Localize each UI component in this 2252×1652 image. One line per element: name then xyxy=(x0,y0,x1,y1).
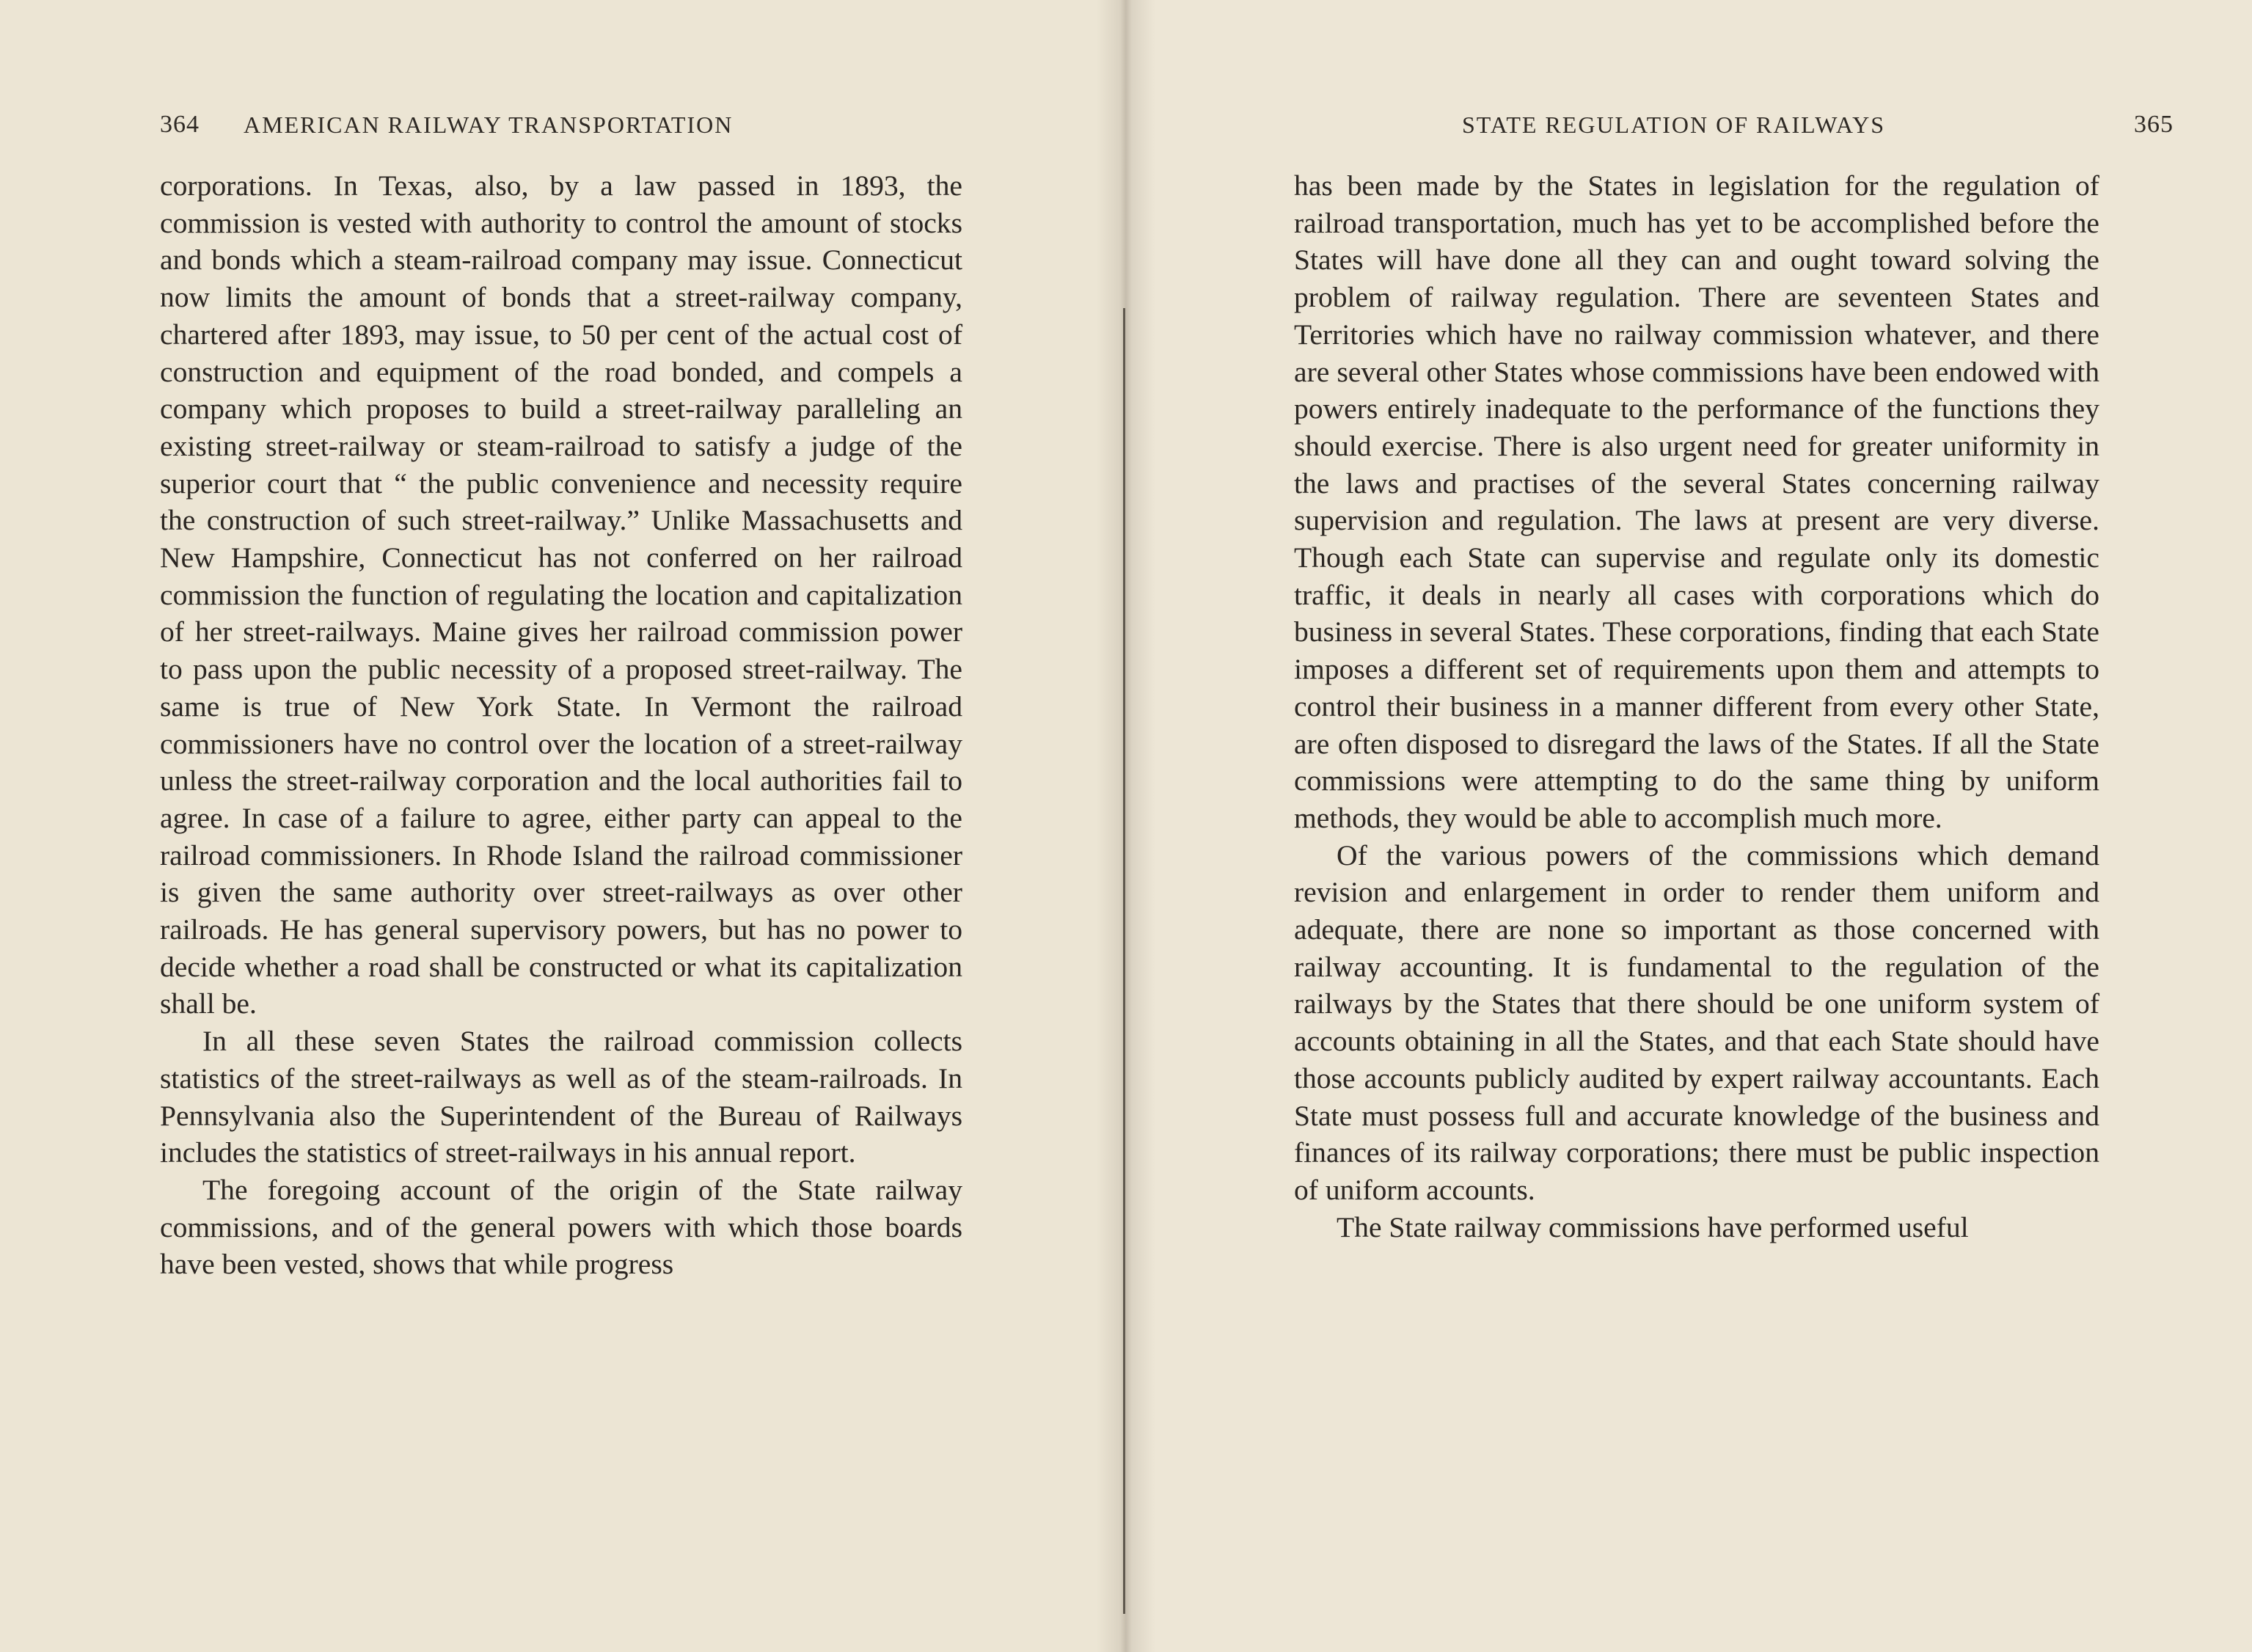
left-page-number: 364 xyxy=(160,111,200,138)
left-text-block xyxy=(160,167,962,1283)
right-paragraph-2: Of the various powers of the commissions which demand revision and enlargement in order to render them uniform and adequate, there are none so important as those concerned with railway accounting. It is fundamental to the regulation of the railways by the States that there should be one uniform system of accounts obtaining in all the States, and that each State should have those accounts publicly audited by expert railway accountants. Each State must possess full and accurate knowledge of the business and finances of its railway corporations; there must be public inspection of uniform accounts. xyxy=(1294,838,2099,1206)
right-text-block xyxy=(1294,167,2099,1246)
left-paragraph-1: corporations. In Texas, also, by a law passed in 1893, the commission is vested with authority to control the amount of stocks and bonds which a steam-railroad company may issue. Connecticut now limits the amount of bonds that a street-railway company, chartered after 1893, may issue, to 50 per cent of the actual cost of construction and equipment of the road bonded, and compels a company which proposes to build a street-railway paralleling an existing street-railway or steam-railroad to satisfy a judge of the superior court that “ the public convenience and necessity require the construction of such street-railway.” Unlike Massachusetts and New Hampshire, Connecticut has not conferred on her railroad commission the function of regulating the location and capitalization of her street-railways. Maine gives her railroad commission power to pass upon the public necessity of a proposed street-railway. The same is true of New York State. In Vermont the railroad commissioners have no control over the location of a street-railway unless the street-railway corporation and the local authorities fail to agree. In case of a failure to agree, either party can appeal to the railroad commissioners. In Rhode Island the railroad commissioner is given the same authority over street-railways as over other railroads. He has general supervisory powers, but has no power to decide whether a road shall be constructed or what its capitalization shall be. xyxy=(160,169,962,1020)
right-page xyxy=(1126,0,2252,1652)
right-paragraph-1: has been made by the States in legislation for the regulation of railroad transportation, much has yet to be accomplished before the States will have done all they can and ought toward solving the problem of railway regulation. There are seventeen States and Territories which have no railway commission whatever, and there are several other States whose commissions have been endowed with powers entirely inadequate to the performance of the functions they should exercise. There is also urgent need for greater uniformity in the laws and practises of the several States concerning railway supervision and regulation. The laws at present are very diverse. Though each State can supervise and regulate only its domestic traffic, it deals in nearly all cases with corporations which do business in several States. These corporations, finding that each State imposes a different set of requirements upon them and attempts to control their business in a manner different from every other State, are often disposed to disregard the laws of the States. If all the State commissions were attempting to do the same thing by uniform methods, they would be able to accomplish much more. xyxy=(1294,169,2099,834)
binding-line xyxy=(1123,308,1125,1614)
right-page-number: 365 xyxy=(2134,111,2174,138)
left-paragraph-3: The foregoing account of the origin of the State railway commissions, and of the general powers with which those boards have been vested, shows that while progress xyxy=(160,1173,962,1281)
book-gutter-shadow xyxy=(1097,0,1155,1652)
right-running-title: STATE REGULATION OF RAILWAYS xyxy=(1462,111,1885,138)
right-running-head xyxy=(1440,106,2174,143)
right-paragraph-3: The State railway commissions have performed useful xyxy=(1337,1210,1969,1243)
left-running-head xyxy=(160,106,962,143)
left-running-title: AMERICAN RAILWAY TRANSPORTATION xyxy=(244,111,734,138)
left-paragraph-2: In all these seven States the railroad commission collects statistics of the street-railways as well as of the steam-railroads. In Pennsylvania also the Superintendent of the Bureau of Railways includes the statistics of street-railways in his annual report. xyxy=(160,1025,962,1169)
